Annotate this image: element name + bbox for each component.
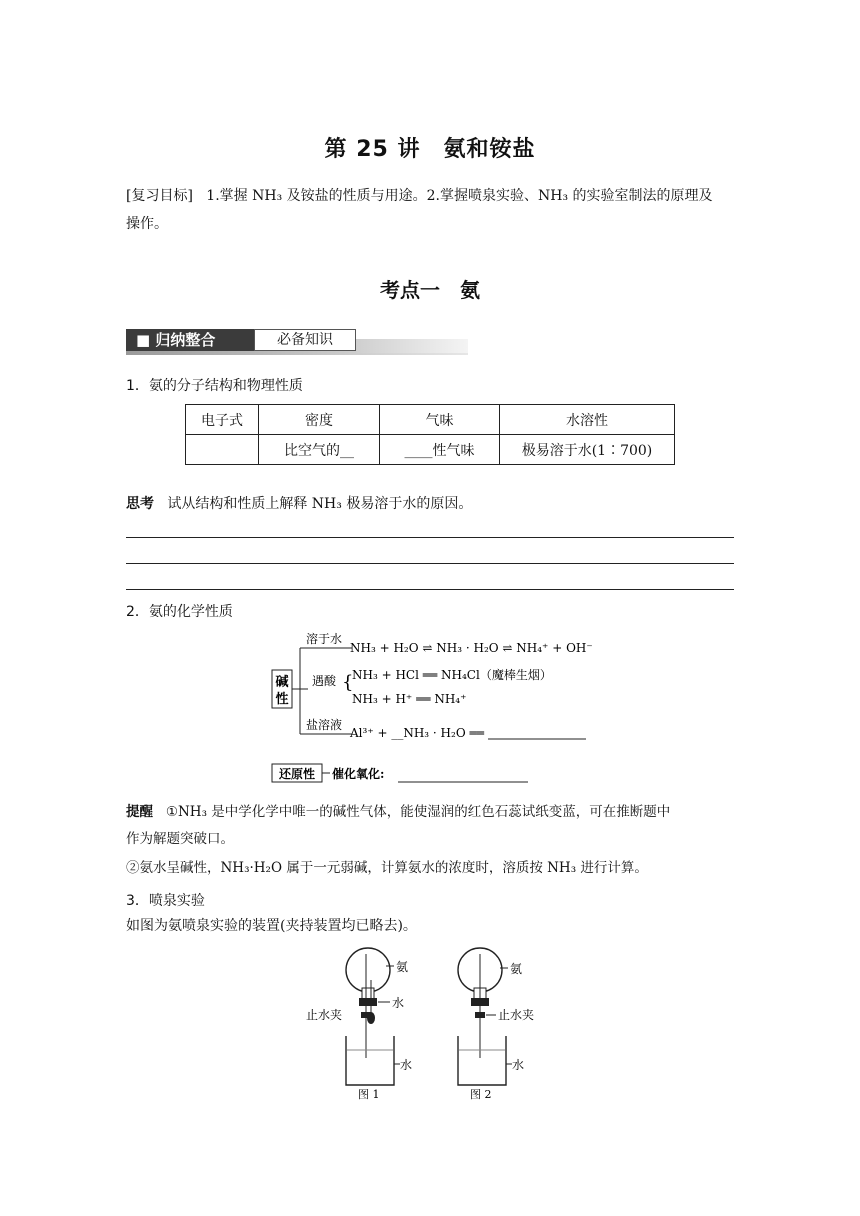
branch-water: 溶于水 xyxy=(306,632,343,646)
answer-line xyxy=(126,589,734,590)
fig2-water-beaker: 水 xyxy=(512,1058,525,1072)
answer-line xyxy=(126,563,734,564)
fig1-gas: 氨 xyxy=(396,960,409,974)
fountain-figure xyxy=(300,940,550,1105)
eq-acid-1: NH₃ + HCl ══ NH₄Cl（魔棒生烟） xyxy=(352,668,552,682)
properties-table xyxy=(185,404,675,465)
reminder-line3: ②氨水呈碱性，NH₃·H₂O 属于一元弱碱，计算氨水的浓度时，溶质按 NH₃ 进行计算。 xyxy=(126,860,648,876)
table-header-cell: 密度 xyxy=(259,405,380,435)
fig1-water-beaker: 水 xyxy=(400,1058,413,1072)
banner-light-label: 必备知识 xyxy=(254,329,356,351)
page-title: 第 25 讲 氨和铵盐 xyxy=(324,137,536,162)
eq-acid-2: NH₃ + H⁺ ══ NH₄⁺ xyxy=(352,692,467,706)
fig1-caption: 图 1 xyxy=(358,1088,380,1101)
answer-line xyxy=(126,537,734,538)
reduce-text: 催化氧化: xyxy=(332,767,385,781)
eq-salt: Al³⁺ + __NH₃ · H₂O ══ xyxy=(350,726,484,740)
table-cell: 比空气的__ xyxy=(259,435,380,465)
section-banner xyxy=(126,329,468,357)
objectives-cont: 操作。 xyxy=(126,216,168,232)
base-label-1: 碱 xyxy=(275,675,289,690)
clamp-1 xyxy=(361,1012,371,1018)
objectives-text: 1.掌握 NH₃ 及铵盐的性质与用途。2.掌握喷泉实验、NH₃ 的实验室制法的原理及 xyxy=(206,188,713,204)
think-label: 思考 xyxy=(126,496,154,512)
item2-heading: 2．氨的化学性质 xyxy=(126,604,233,620)
fig1-clamp: 止水夹 xyxy=(306,1008,343,1022)
reduce-label: 还原性 xyxy=(278,767,316,781)
table-header-cell: 电子式 xyxy=(186,405,259,435)
objectives-label: [复习目标] xyxy=(126,188,193,204)
item3-intro: 如图为氨喷泉实验的装置(夹持装置均已略去)。 xyxy=(126,918,417,934)
reminder-line1 xyxy=(126,800,738,824)
banner-shade xyxy=(356,339,468,353)
section-title: 考点一 氨 xyxy=(380,278,480,302)
base-label-2: 性 xyxy=(275,692,289,707)
fig2-gas: 氨 xyxy=(510,962,523,976)
clamp-2 xyxy=(475,1012,485,1018)
beaker-2 xyxy=(458,1036,506,1085)
table-header-cell: 水溶性 xyxy=(500,405,675,435)
banner-dark-label: ■ 归纳整合 xyxy=(126,329,264,351)
reminder-text1: ①NH₃ 是中学化学中唯一的碱性气体，能使湿润的红色石蕊试纸变蓝，可在推断题中 xyxy=(165,804,671,820)
table-cell xyxy=(186,435,259,465)
chemical-properties-diagram xyxy=(260,628,640,788)
branch-acid: 遇酸 xyxy=(312,674,337,688)
item3-heading: 3．喷泉实验 xyxy=(126,893,205,909)
fig2-caption: 图 2 xyxy=(470,1088,492,1101)
table-cell: ____性气味 xyxy=(380,435,500,465)
item1-heading: 1．氨的分子结构和物理性质 xyxy=(126,378,303,394)
flask-1 xyxy=(346,948,390,992)
table-header-cell: 气味 xyxy=(380,405,500,435)
table-cell: 极易溶于水(1∶700) xyxy=(500,435,675,465)
fig2-clamp: 止水夹 xyxy=(498,1008,535,1022)
branch-salt: 盐溶液 xyxy=(306,718,343,732)
reminder-line2: 作为解题突破口。 xyxy=(126,831,234,847)
table-row xyxy=(186,435,675,465)
acid-brace: { xyxy=(342,672,354,693)
beaker-1 xyxy=(346,1036,394,1085)
eq-water: NH₃ + H₂O ⇌ NH₃ · H₂O ⇌ NH₄⁺ + OH⁻ xyxy=(350,641,593,655)
table-header-row xyxy=(186,405,675,435)
objectives xyxy=(126,182,746,210)
reminder-label: 提醒 xyxy=(126,804,153,820)
stopper-1 xyxy=(359,998,377,1006)
fig1-water-top: 水 xyxy=(392,996,405,1010)
think-text: 试从结构和性质上解释 NH₃ 极易溶于水的原因。 xyxy=(167,496,473,512)
think-line xyxy=(126,490,472,518)
